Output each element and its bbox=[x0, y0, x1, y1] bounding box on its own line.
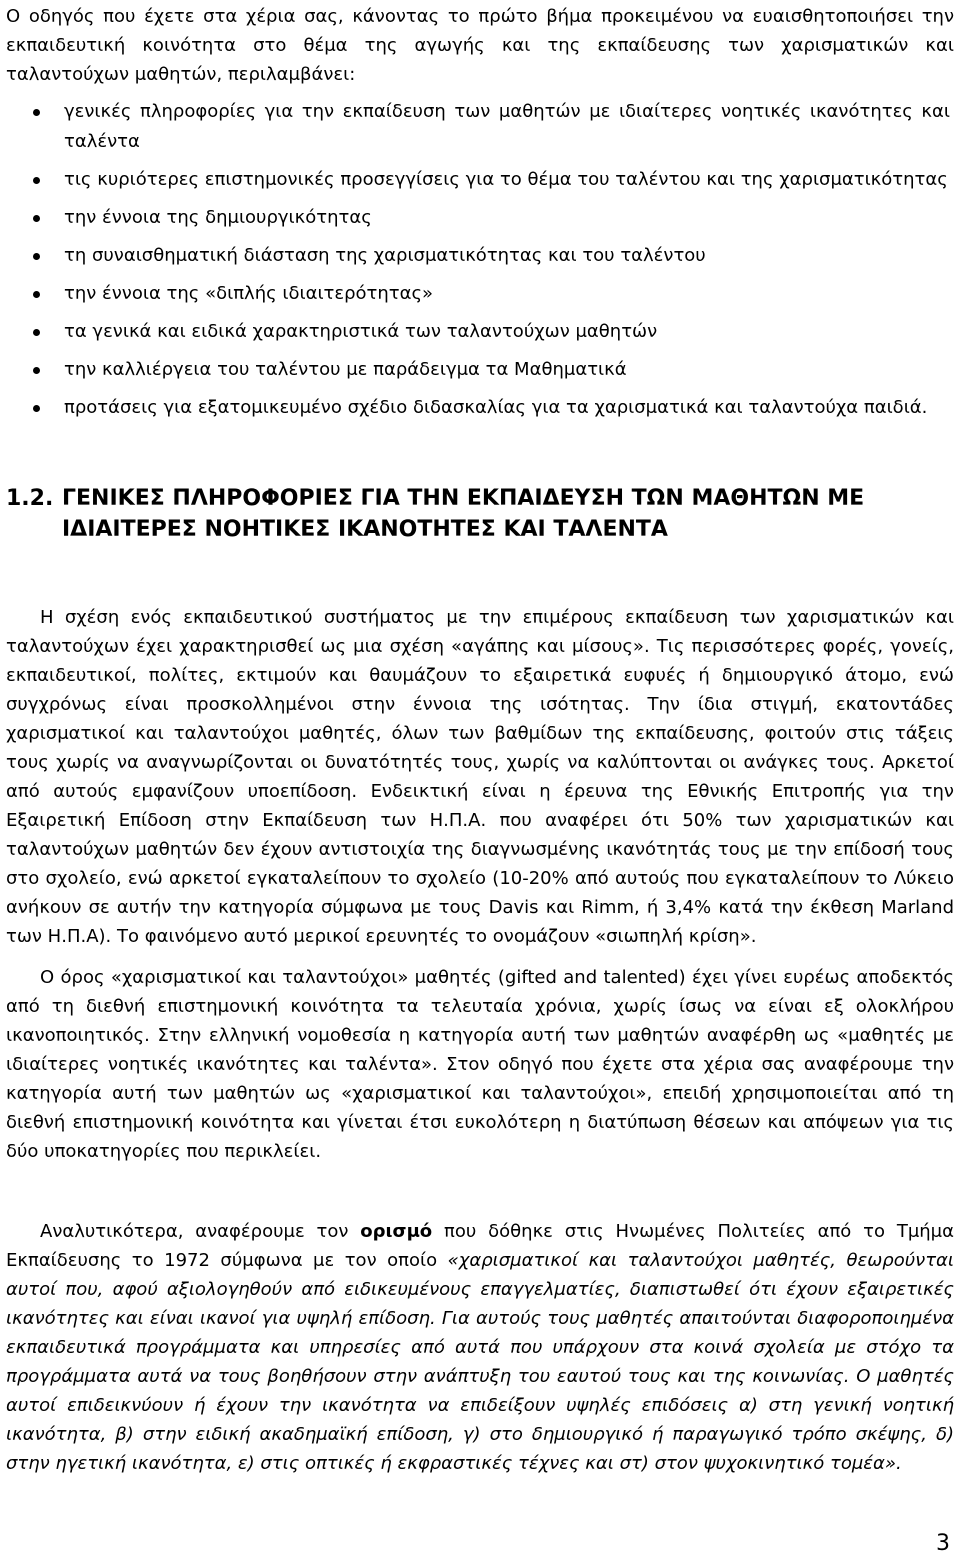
list-item: τις κυριότερες επιστημονικές προσεγγίσεις για το θέμα του ταλέντου και της χαρισματικότητας bbox=[64, 165, 954, 195]
topics-list bbox=[6, 97, 954, 423]
paragraph-text: Αναλυτικότερα, αναφέρουμε τον bbox=[40, 1221, 361, 1242]
section-title: ΓΕΝΙΚΕΣ ΠΛΗΡΟΦΟΡΙΕΣ ΓΙΑ ΤΗΝ ΕΚΠΑΙΔΕΥΣΗ ΤΩΝ ΜΑΘΗΤΩΝ ΜΕ ΙΔΙΑΙΤΕΡΕΣ ΝΟΗΤΙΚΕΣ ΙΚΑΝΟΤΗΤΕΣ ΚΑΙ ΤΑΛΕΝΤΑ bbox=[62, 486, 865, 542]
list-item: προτάσεις για εξατομικευμένο σχέδιο διδασκαλίας για τα χαρισματικά και ταλαντούχα παιδιά. bbox=[64, 393, 954, 423]
body-paragraph-2: Ο όρος «χαρισματικοί και ταλαντούχοι» μαθητές (gifted and talented) έχει γίνει ευρέως αποδεκτός από τη διεθνή επιστημονική κοινότητα τα τελευταία χρόνια, χωρίς ίσως να είναι εξ ολοκλήρου ικανοποιητικός. Στην ελληνική νομοθεσία η κατηγορία αυτή των μαθητών αναφέρθη ως «μαθητές με ιδιαίτερες νοητικές ικανότητες και ταλέντα». Στον οδηγό που έχετε στα χέρια σας αναφέρουμε την κατηγορία αυτή των μαθητών ως «χαρισματικοί και ταλαντούχοι», επειδή χρησιμοποιείται από τη διεθνή επιστημονική κοινότητα και γίνεται έτσι ευκολότερη η διατύπωση θέσεων και απόψεων για τις δύο υποκατηγορίες που περικλείει. bbox=[6, 967, 954, 1162]
list-item: γενικές πληροφορίες για την εκπαίδευση των μαθητών με ιδιαίτερες νοητικές ικανότητες και ταλέντα bbox=[64, 97, 954, 157]
page-number: 3 bbox=[936, 1531, 950, 1556]
bullet-icon bbox=[33, 405, 40, 412]
body-paragraph-3 bbox=[6, 1217, 954, 1478]
bullet-icon bbox=[33, 177, 40, 184]
bullet-icon bbox=[33, 367, 40, 374]
bullet-icon bbox=[33, 109, 40, 116]
emphasized-term: ορισμό bbox=[360, 1221, 433, 1242]
section-heading bbox=[6, 483, 954, 545]
bullet-icon bbox=[33, 215, 40, 222]
document-page bbox=[6, 0, 954, 1478]
list-item: την έννοια της δημιουργικότητας bbox=[64, 203, 954, 233]
list-item: τη συναισθηματική διάσταση της χαρισματικότητας και του ταλέντου bbox=[64, 241, 954, 271]
intro-paragraph: Ο οδηγός που έχετε στα χέρια σας, κάνοντας το πρώτο βήμα προκειμένου να ευαισθητοποιήσει την εκπαιδευτική κοινότητα στο θέμα της αγωγής και της εκπαίδευσης των χαρισματικών και ταλαντούχων μαθητών, περιλαμβάνει: bbox=[6, 6, 954, 85]
list-item: τα γενικά και ειδικά χαρακτηριστικά των ταλαντούχων μαθητών bbox=[64, 317, 954, 347]
bullet-icon bbox=[33, 291, 40, 298]
body-paragraph-1: Η σχέση ενός εκπαιδευτικού συστήματος με την επιμέρους εκπαίδευση των χαρισματικών και ταλαντούχων έχει χαρακτηρισθεί ως μια σχέση «αγάπης και μίσους». Τις περισσότερες φορές, γονείς, εκπαιδευτικοί, πολίτες, εκτιμούν και θαυμάζουν το εξαιρετικά ευφυές ή δημιουργικό άτομο, ενώ συγχρόνως είναι προσκολλημένοι στην έννοια της ισότητας. Την ίδια στιγμή, εκατοντάδες χαρισματικοί και ταλαντούχοι μαθητές, όλων των βαθμίδων της εκπαίδευσης, φοιτούν στις τάξεις τους χωρίς να αναγνωρίζονται οι δυνατότητές τους, χωρίς να καλύπτονται οι ανάγκες τους. Αρκετοί από αυτούς εμφανίζουν υποεπίδοση. Ενδεικτική είναι η έρευνα της Εθνικής Επιτροπής για την Εξαιρετική Επίδοση στην Εκπαίδευση των Η.Π.Α. που αναφέρει ότι 50% των χαρισματικών και ταλαντούχων μαθητών δεν έχουν αντιστοιχία της διαγνωσμένης ικανότητάς τους με την επίδοσή τους στο σχολείο, ενώ αρκετοί εγκαταλείπουν το σχολείο (10-20% από αυτούς που εγκαταλείπουν το Λύκειο ανήκουν σε αυτήν την κατηγορία σύμφωνα με τους Davis και Rimm, ή 3,4% κατά την έκθεση Marland των Η.Π.Α). Το φαινόμενο αυτό μερικοί ερευνητές το ονομάζουν «σιωπηλή κρίση». bbox=[6, 607, 954, 947]
section-number: 1.2. bbox=[6, 486, 54, 511]
paragraph-text: που δόθηκε στις Ηνωμένες Πολιτείες από το Τμήμα Εκπαίδευσης το 1972 σύμφωνα με τον οποίο bbox=[6, 1221, 955, 1271]
bullet-icon bbox=[33, 253, 40, 260]
definition-quote: «χαρισματικοί και ταλαντούχοι μαθητές, θεωρούνται αυτοί που, αφού αξιολογηθούν από ειδικευμένους επαγγελματίες, διαπιστωθεί ότι έχουν εξαιρετικές ικανότητες και είναι ικανοί για υψηλή επίδοση. Για αυτούς τους μαθητές απαιτούνται διαφοροποιημένα εκπαιδευτικά προγράμματα και υπηρεσίες από αυτά που υπάρχουν στα κοινά σχολεία με στόχο τα προγράμματα αυτά να τους βοηθήσουν στην ανάπτυξη του εαυτού τους και της κοινωνίας. Ο μαθητές αυτοί επιδεικνύουν ή έχουν την ικανότητα να επιδείξουν υψηλές επιδόσεις α) στη γενική νοητική ικανότητα, β) στην ειδική ακαδημαϊκή επίδοση, γ) στο δημιουργικό ή παραγωγικό τρόπο σκέψης, δ) στην ηγετική ικανότητα, ε) στις οπτικές ή εκφραστικές τέχνες και στ) στον ψυχοκινητικό τομέα». bbox=[6, 1250, 954, 1474]
list-item: την καλλιέργεια του ταλέντου με παράδειγμα τα Μαθηματικά bbox=[64, 355, 954, 385]
bullet-icon bbox=[33, 329, 40, 336]
list-item: την έννοια της «διπλής ιδιαιτερότητας» bbox=[64, 279, 954, 309]
